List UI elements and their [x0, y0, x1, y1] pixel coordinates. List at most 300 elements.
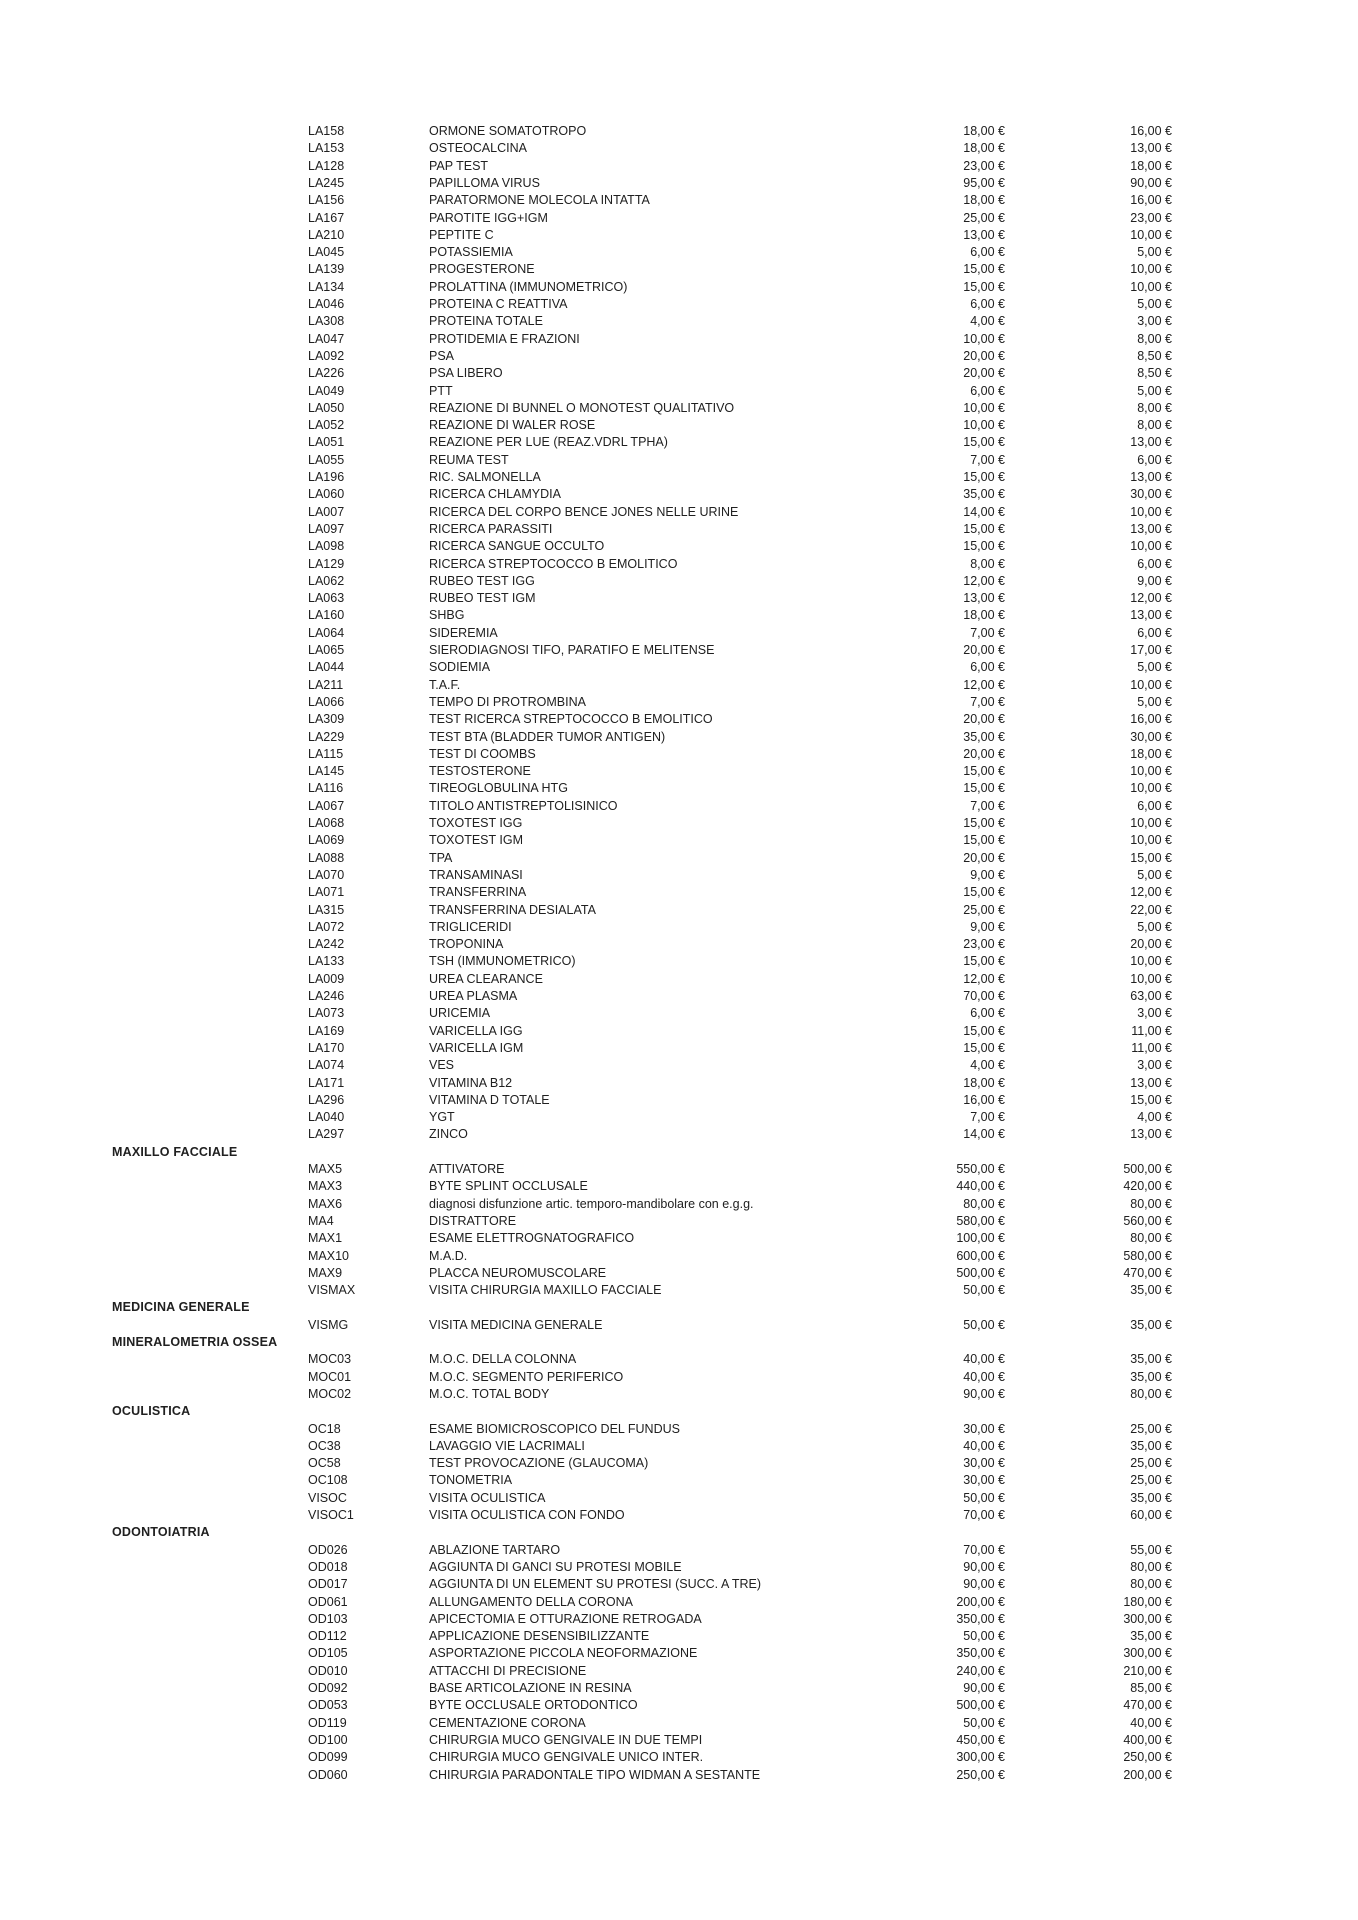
service-description: ATTACCHI DI PRECISIONE: [429, 1663, 587, 1678]
service-code: VISOC: [308, 1490, 347, 1505]
service-description: VARICELLA IGG: [429, 1023, 523, 1038]
service-description: TEST PROVOCAZIONE (GLAUCOMA): [429, 1456, 649, 1471]
table-row: [0, 434, 1358, 451]
service-code: LA046: [308, 297, 345, 311]
price-full: 20,00 €: [963, 366, 1005, 381]
price-reduced: 12,00 €: [1130, 885, 1172, 900]
price-reduced: 5,00 €: [1137, 660, 1172, 675]
service-code: LA065: [308, 643, 345, 657]
table-row: [0, 1438, 1358, 1455]
service-description: BYTE OCCLUSALE ORTODONTICO: [429, 1698, 638, 1713]
price-reduced: 470,00 €: [1123, 1698, 1172, 1713]
service-description: BYTE SPLINT OCCLUSALE: [429, 1179, 588, 1194]
service-description: TSH (IMMUNOMETRICO): [429, 954, 576, 969]
price-full: 6,00 €: [970, 297, 1005, 311]
service-code: LA170: [308, 1040, 345, 1055]
price-full: 100,00 €: [956, 1231, 1005, 1246]
service-code: OD061: [308, 1594, 348, 1609]
price-full: 15,00 €: [963, 521, 1005, 536]
price-full: 15,00 €: [963, 539, 1005, 554]
table-row: [0, 642, 1358, 659]
table-row: [0, 1075, 1358, 1092]
price-reduced: 10,00 €: [1130, 262, 1172, 277]
price-reduced: 580,00 €: [1123, 1248, 1172, 1263]
price-reduced: 5,00 €: [1137, 297, 1172, 311]
table-row: [0, 452, 1358, 469]
service-code: LA009: [308, 971, 345, 986]
price-reduced: 18,00 €: [1130, 746, 1172, 761]
section-label: MINERALOMETRIA OSSEA: [112, 1335, 278, 1349]
service-code: LA071: [308, 885, 345, 900]
service-code: MAX3: [308, 1179, 343, 1194]
service-description: TIREOGLOBULINA HTG: [429, 781, 568, 796]
price-full: 4,00 €: [970, 314, 1005, 329]
service-description: VITAMINA B12: [429, 1075, 513, 1090]
table-row: [0, 158, 1358, 175]
table-row: [0, 694, 1358, 711]
price-full: 350,00 €: [956, 1646, 1005, 1661]
service-code: LA116: [308, 781, 344, 796]
table-row: [0, 521, 1358, 538]
service-description: RICERCA STREPTOCOCCO B EMOLITICO: [429, 556, 678, 571]
service-description: REAZIONE DI BUNNEL O MONOTEST QUALITATIVO: [429, 400, 735, 415]
price-reduced: 13,00 €: [1130, 470, 1172, 484]
table-row: [0, 659, 1358, 676]
price-full: 15,00 €: [963, 781, 1005, 796]
service-description: TEST BTA (BLADDER TUMOR ANTIGEN): [429, 729, 666, 744]
price-full: 6,00 €: [970, 660, 1005, 675]
price-full: 500,00 €: [956, 1698, 1005, 1713]
price-reduced: 12,00 €: [1130, 591, 1172, 606]
price-full: 15,00 €: [963, 279, 1005, 294]
service-code: LA308: [308, 314, 345, 329]
service-code: LA066: [308, 694, 345, 709]
service-code: LA069: [308, 833, 345, 848]
price-full: 30,00 €: [963, 1456, 1005, 1471]
service-description: CHIRURGIA MUCO GENGIVALE UNICO INTER.: [429, 1750, 704, 1765]
table-row: [0, 936, 1358, 953]
table-row: [0, 210, 1358, 227]
table-row: [0, 590, 1358, 607]
service-description: VARICELLA IGM: [429, 1040, 524, 1055]
service-code: LA047: [308, 331, 345, 346]
price-full: 450,00 €: [956, 1732, 1005, 1747]
service-description: RICERCA DEL CORPO BENCE JONES NELLE URINE: [429, 504, 739, 519]
price-reduced: 10,00 €: [1130, 816, 1172, 830]
price-full: 8,00 €: [970, 556, 1005, 571]
service-code: OC38: [308, 1438, 341, 1453]
service-code: VISMG: [308, 1317, 349, 1332]
price-full: 15,00 €: [963, 816, 1005, 830]
service-description: ASPORTAZIONE PICCOLA NEOFORMAZIONE: [429, 1646, 698, 1661]
table-row: [0, 1369, 1358, 1386]
service-code: LA007: [308, 504, 345, 519]
price-full: 580,00 €: [956, 1213, 1005, 1228]
price-reduced: 200,00 €: [1123, 1767, 1172, 1782]
service-code: LA309: [308, 712, 345, 727]
service-description: RICERCA CHLAMYDIA: [429, 487, 561, 502]
table-row: [0, 850, 1358, 867]
price-reduced: 4,00 €: [1137, 1110, 1172, 1125]
service-description: TEST RICERCA STREPTOCOCCO B EMOLITICO: [429, 712, 713, 727]
service-code: LA134: [308, 279, 345, 294]
table-row: [0, 625, 1358, 642]
service-code: LA133: [308, 954, 345, 969]
price-full: 35,00 €: [963, 487, 1005, 502]
service-code: OD103: [308, 1611, 348, 1626]
service-description: SIERODIAGNOSI TIFO, PARATIFO E MELITENSE: [429, 643, 715, 657]
price-reduced: 80,00 €: [1130, 1559, 1172, 1574]
service-description: OSTEOCALCINA: [429, 141, 527, 156]
table-row: [0, 538, 1358, 555]
table-row: [0, 1559, 1358, 1576]
price-reduced: 6,00 €: [1137, 798, 1172, 813]
service-code: LA064: [308, 625, 345, 640]
price-reduced: 3,00 €: [1137, 1058, 1172, 1073]
price-reduced: 85,00 €: [1130, 1681, 1172, 1695]
service-description: ABLAZIONE TARTARO: [429, 1542, 561, 1557]
price-reduced: 470,00 €: [1123, 1265, 1172, 1280]
service-code: LA044: [308, 660, 345, 675]
service-code: OD099: [308, 1750, 348, 1765]
service-code: OD119: [308, 1715, 347, 1730]
service-description: RICERCA SANGUE OCCULTO: [429, 539, 605, 554]
price-reduced: 30,00 €: [1130, 487, 1172, 502]
price-reduced: 80,00 €: [1130, 1577, 1172, 1592]
price-full: 20,00 €: [963, 643, 1005, 657]
service-code: LA040: [308, 1110, 345, 1125]
price-full: 200,00 €: [956, 1594, 1005, 1609]
section-header: [0, 1403, 1358, 1420]
price-full: 25,00 €: [963, 210, 1005, 225]
service-code: LA156: [308, 193, 345, 208]
price-reduced: 8,00 €: [1137, 400, 1172, 415]
price-reduced: 10,00 €: [1130, 764, 1172, 779]
table-row: [0, 1767, 1358, 1784]
price-reduced: 8,00 €: [1137, 331, 1172, 346]
service-description: LAVAGGIO VIE LACRIMALI: [429, 1438, 585, 1453]
price-full: 30,00 €: [963, 1421, 1005, 1436]
price-reduced: 15,00 €: [1130, 850, 1172, 865]
service-code: LA088: [308, 850, 345, 865]
service-code: LA171: [308, 1075, 345, 1090]
price-reduced: 40,00 €: [1130, 1715, 1172, 1730]
table-row: [0, 244, 1358, 261]
price-full: 90,00 €: [963, 1559, 1005, 1574]
service-description: UREA CLEARANCE: [429, 971, 543, 986]
service-description: PROLATTINA (IMMUNOMETRICO): [429, 279, 628, 294]
price-full: 7,00 €: [970, 1110, 1005, 1125]
service-code: OD017: [308, 1577, 348, 1592]
table-row: [0, 1196, 1358, 1213]
service-description: TOXOTEST IGG: [429, 816, 523, 830]
price-reduced: 22,00 €: [1130, 902, 1172, 917]
section-header: [0, 1144, 1358, 1161]
service-code: LA052: [308, 418, 345, 433]
service-description: VISITA OCULISTICA CON FONDO: [429, 1508, 625, 1522]
service-code: LA169: [308, 1023, 345, 1038]
price-reduced: 13,00 €: [1130, 1075, 1172, 1090]
service-description: PLACCA NEUROMUSCOLARE: [429, 1265, 607, 1280]
table-row: [0, 1023, 1358, 1040]
price-full: 15,00 €: [963, 1040, 1005, 1055]
service-description: APPLICAZIONE DESENSIBILIZZANTE: [429, 1629, 650, 1644]
price-reduced: 8,00 €: [1137, 418, 1172, 433]
service-code: OC108: [308, 1473, 348, 1488]
service-description: PARATORMONE MOLECOLA INTATTA: [429, 193, 650, 208]
service-description: PROTEINA C REATTIVA: [429, 297, 568, 311]
table-row: [0, 832, 1358, 849]
price-full: 18,00 €: [963, 141, 1005, 156]
table-row: [0, 798, 1358, 815]
table-row: [0, 1715, 1358, 1732]
table-row: [0, 1421, 1358, 1438]
table-row: [0, 1732, 1358, 1749]
price-reduced: 35,00 €: [1130, 1438, 1172, 1453]
table-row: [0, 902, 1358, 919]
price-reduced: 3,00 €: [1137, 1006, 1172, 1021]
price-reduced: 35,00 €: [1130, 1352, 1172, 1367]
price-full: 50,00 €: [963, 1490, 1005, 1505]
service-description: TRANSAMINASI: [429, 867, 523, 882]
table-row: [0, 1542, 1358, 1559]
price-reduced: 8,50 €: [1137, 366, 1172, 381]
price-reduced: 35,00 €: [1130, 1629, 1172, 1644]
price-full: 18,00 €: [963, 193, 1005, 208]
service-code: OD026: [308, 1542, 348, 1557]
service-description: RIC. SALMONELLA: [429, 470, 541, 484]
service-description: M.O.C. DELLA COLONNA: [429, 1352, 577, 1367]
service-code: LA167: [308, 210, 345, 225]
price-full: 90,00 €: [963, 1681, 1005, 1695]
price-reduced: 16,00 €: [1130, 193, 1172, 208]
section-label: OCULISTICA: [112, 1404, 191, 1419]
table-row: [0, 1092, 1358, 1109]
price-reduced: 10,00 €: [1130, 504, 1172, 519]
price-reduced: 6,00 €: [1137, 452, 1172, 467]
table-row: [0, 1282, 1358, 1299]
table-row: [0, 348, 1358, 365]
price-full: 550,00 €: [956, 1162, 1005, 1176]
service-code: OD018: [308, 1559, 348, 1574]
service-description: ORMONE SOMATOTROPO: [429, 124, 587, 138]
section-label: MAXILLO FACCIALE: [112, 1144, 238, 1159]
service-code: LA092: [308, 348, 345, 363]
service-code: MAX1: [308, 1231, 343, 1246]
table-row: [0, 227, 1358, 244]
price-full: 70,00 €: [963, 1508, 1005, 1522]
service-code: LA297: [308, 1127, 345, 1142]
price-reduced: 500,00 €: [1123, 1162, 1172, 1176]
price-full: 50,00 €: [963, 1317, 1005, 1332]
service-description: PEPTITE C: [429, 227, 494, 242]
service-code: LA246: [308, 989, 345, 1003]
service-code: OD092: [308, 1681, 348, 1695]
price-full: 15,00 €: [963, 470, 1005, 484]
service-code: OD105: [308, 1646, 348, 1661]
table-row: [0, 780, 1358, 797]
table-row: [0, 296, 1358, 313]
price-full: 500,00 €: [956, 1265, 1005, 1280]
service-description: VES: [429, 1058, 455, 1073]
service-code: LA158: [308, 124, 345, 138]
price-reduced: 35,00 €: [1130, 1317, 1172, 1332]
table-row: [0, 140, 1358, 157]
table-row: [0, 1455, 1358, 1472]
service-code: LA067: [308, 798, 345, 813]
price-full: 7,00 €: [970, 625, 1005, 640]
price-full: 6,00 €: [970, 1006, 1005, 1021]
price-full: 15,00 €: [963, 954, 1005, 969]
table-row: [0, 1265, 1358, 1282]
service-description: TRIGLICERIDI: [429, 919, 512, 934]
price-full: 95,00 €: [963, 175, 1005, 190]
price-reduced: 3,00 €: [1137, 314, 1172, 329]
price-reduced: 8,50 €: [1137, 348, 1172, 363]
price-full: 18,00 €: [963, 124, 1005, 138]
price-reduced: 13,00 €: [1130, 141, 1172, 156]
price-full: 13,00 €: [963, 591, 1005, 606]
service-code: LA097: [308, 521, 345, 536]
service-code: LA062: [308, 573, 345, 588]
service-code: LA063: [308, 591, 345, 606]
service-code: LA068: [308, 816, 345, 830]
table-row: [0, 192, 1358, 209]
service-description: PAP TEST: [429, 158, 489, 173]
table-row: [0, 729, 1358, 746]
table-row: [0, 1005, 1358, 1022]
service-description: SIDEREMIA: [429, 625, 498, 640]
table-row: [0, 971, 1358, 988]
price-reduced: 10,00 €: [1130, 781, 1172, 796]
price-full: 40,00 €: [963, 1352, 1005, 1367]
service-description: PSA: [429, 348, 455, 363]
price-reduced: 80,00 €: [1130, 1196, 1172, 1211]
service-description: PROTIDEMIA E FRAZIONI: [429, 331, 580, 346]
service-description: SHBG: [429, 608, 465, 623]
table-row: [0, 504, 1358, 521]
service-code: MAX6: [308, 1196, 343, 1211]
service-description: PAPILLOMA VIRUS: [429, 175, 540, 190]
service-code: LA128: [308, 158, 345, 173]
service-code: MAX5: [308, 1162, 343, 1176]
table-row: [0, 486, 1358, 503]
service-code: OD112: [308, 1629, 347, 1644]
service-code: LA055: [308, 452, 345, 467]
price-reduced: 5,00 €: [1137, 867, 1172, 882]
service-description: RUBEO TEST IGM: [429, 591, 536, 606]
service-description: TITOLO ANTISTREPTOLISINICO: [429, 798, 618, 813]
service-code: MOC03: [308, 1352, 352, 1367]
service-description: M.O.C. SEGMENTO PERIFERICO: [429, 1369, 624, 1384]
price-reduced: 15,00 €: [1130, 1092, 1172, 1107]
section-header: [0, 1334, 1358, 1351]
price-reduced: 420,00 €: [1123, 1179, 1172, 1194]
price-reduced: 60,00 €: [1130, 1508, 1172, 1522]
table-row: [0, 1351, 1358, 1368]
price-reduced: 10,00 €: [1130, 971, 1172, 986]
service-code: LA226: [308, 366, 345, 381]
service-code: MAX10: [308, 1248, 349, 1263]
price-reduced: 6,00 €: [1137, 556, 1172, 571]
price-full: 6,00 €: [970, 245, 1005, 260]
service-description: TOXOTEST IGM: [429, 833, 523, 848]
table-row: [0, 313, 1358, 330]
service-code: LA051: [308, 435, 345, 450]
service-description: POTASSIEMIA: [429, 245, 513, 260]
price-reduced: 23,00 €: [1130, 210, 1172, 225]
price-reduced: 80,00 €: [1130, 1231, 1172, 1246]
price-full: 23,00 €: [963, 158, 1005, 173]
service-code: LA245: [308, 175, 345, 190]
service-description: ESAME ELETTROGNATOGRAFICO: [429, 1231, 635, 1246]
service-code: LA072: [308, 919, 345, 934]
table-row: [0, 1628, 1358, 1645]
table-row: [0, 1230, 1358, 1247]
price-reduced: 11,00 €: [1131, 1023, 1172, 1038]
service-description: URICEMIA: [429, 1006, 491, 1021]
service-description: VISITA OCULISTICA: [429, 1490, 546, 1505]
table-row: [0, 919, 1358, 936]
service-code: LA049: [308, 383, 345, 398]
price-full: 7,00 €: [970, 694, 1005, 709]
service-code: LA211: [308, 677, 344, 692]
service-code: LA196: [308, 470, 345, 484]
price-reduced: 10,00 €: [1130, 539, 1172, 554]
price-full: 15,00 €: [963, 764, 1005, 779]
section-header: [0, 1524, 1358, 1541]
table-row: [0, 1109, 1358, 1126]
price-full: 240,00 €: [956, 1663, 1005, 1678]
table-row: [0, 1490, 1358, 1507]
service-code: LA073: [308, 1006, 345, 1021]
price-full: 7,00 €: [970, 798, 1005, 813]
price-full: 18,00 €: [963, 608, 1005, 623]
service-code: LA045: [308, 245, 345, 260]
price-full: 23,00 €: [963, 937, 1005, 952]
table-row: [0, 1697, 1358, 1714]
service-code: LA145: [308, 764, 345, 779]
price-full: 18,00 €: [963, 1075, 1005, 1090]
price-full: 35,00 €: [963, 729, 1005, 744]
table-row: [0, 746, 1358, 763]
price-reduced: 16,00 €: [1130, 712, 1172, 727]
service-description: TEST DI COOMBS: [429, 746, 536, 761]
price-reduced: 35,00 €: [1130, 1369, 1172, 1384]
service-code: LA160: [308, 608, 345, 623]
service-description: M.O.C. TOTAL BODY: [429, 1386, 550, 1401]
service-code: LA070: [308, 867, 345, 882]
price-reduced: 10,00 €: [1130, 677, 1172, 692]
service-description: PROTEINA TOTALE: [429, 314, 543, 329]
service-description: REAZIONE DI WALER ROSE: [429, 418, 596, 433]
table-row: [0, 1386, 1358, 1403]
service-description: TROPONINA: [429, 937, 504, 952]
table-row: [0, 953, 1358, 970]
price-reduced: 18,00 €: [1130, 158, 1172, 173]
service-description: M.A.D.: [429, 1248, 468, 1263]
service-description: PROGESTERONE: [429, 262, 535, 277]
table-row: [0, 1161, 1358, 1178]
service-description: APICECTOMIA E OTTURAZIONE RETROGADA: [429, 1611, 702, 1626]
service-code: MA4: [308, 1213, 334, 1228]
price-reduced: 210,00 €: [1123, 1663, 1172, 1678]
price-full: 12,00 €: [963, 677, 1005, 692]
service-description: RICERCA PARASSITI: [429, 521, 553, 536]
price-reduced: 35,00 €: [1130, 1490, 1172, 1505]
price-reduced: 10,00 €: [1130, 954, 1172, 969]
service-code: LA074: [308, 1058, 345, 1073]
